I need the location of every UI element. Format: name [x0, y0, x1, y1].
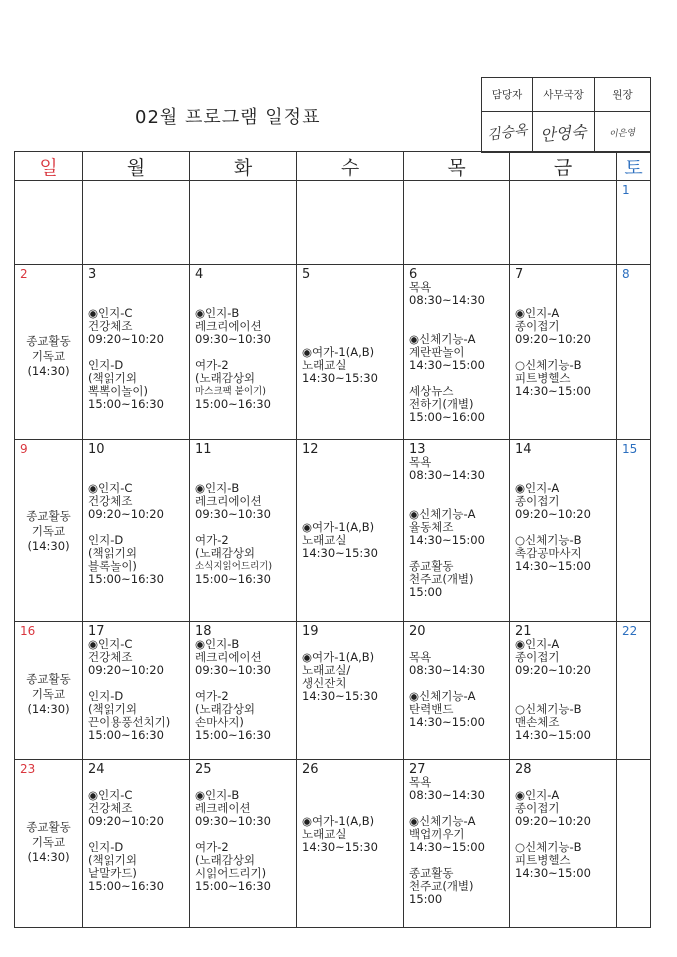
activity-line: ◉인지-B: [195, 306, 240, 320]
activity-line: 09:20~10:20: [515, 663, 591, 677]
activity-line: 15:00~16:00: [409, 410, 485, 424]
day-number: 21: [515, 624, 532, 639]
day-cell: [510, 181, 617, 265]
day-number: 24: [88, 762, 105, 777]
activity-line: 15:00~16:30: [88, 728, 164, 742]
day-cell: [510, 440, 617, 622]
weekday-header-mon: 월: [83, 152, 190, 181]
activity-line: 뽁뽁이놀이): [88, 384, 149, 398]
activity-line: [190, 281, 296, 294]
activity-line: 노래교실: [302, 358, 347, 372]
activity-line: 피트병헬스: [515, 371, 571, 385]
day-cell: [297, 440, 404, 622]
activity-line: (책읽기외: [88, 371, 137, 385]
day-activities: [510, 281, 616, 398]
day-activities: [297, 638, 403, 703]
day-number: 20: [409, 624, 426, 639]
day-activities: [83, 456, 189, 586]
activity-line: 09:30~10:30: [195, 507, 271, 521]
activity-line: [83, 281, 189, 294]
activity-line: 세상뉴스: [409, 384, 454, 398]
activity-line: [510, 677, 616, 690]
activity-line: ◉여가-1(A,B): [302, 814, 375, 828]
activity-line: ◉인지-B: [195, 637, 240, 651]
activity-line: [297, 789, 403, 802]
activity-line: 종이접기: [515, 494, 560, 508]
day-number: [510, 181, 616, 184]
day-cell: [617, 440, 651, 622]
activity-line: 14:30~15:00: [515, 728, 591, 742]
page-title: 02월 프로그램 일정표: [135, 107, 321, 128]
activity-line: [297, 776, 403, 789]
day-cell: [83, 622, 190, 760]
signature-director: 이은영: [595, 112, 651, 153]
activity-line: [297, 495, 403, 508]
activity-line: 08:30~14:30: [409, 468, 485, 482]
activity-line: [83, 456, 189, 469]
activity-line: 건강체조: [88, 650, 133, 664]
activity-line: 15:00: [409, 585, 443, 599]
activity-line: 15:00~16:30: [195, 728, 271, 742]
day-cell: [190, 181, 297, 265]
day-cell: [404, 622, 510, 760]
activity-line: 14:30~15:30: [302, 689, 378, 703]
activity-line: 천주교(개별): [409, 572, 474, 586]
activity-line: (책읽기외: [88, 853, 137, 867]
day-number: [15, 181, 82, 184]
day-number: 19: [302, 624, 319, 639]
activity-line: [510, 281, 616, 294]
day-number: 11: [195, 442, 212, 457]
activity-line: 08:30~14:30: [409, 788, 485, 802]
sunday-activity: [15, 820, 82, 865]
activity-line: (14:30): [27, 702, 70, 716]
activity-line: 종이접기: [515, 801, 560, 815]
day-cell: [404, 265, 510, 440]
day-number: 5: [302, 267, 311, 282]
day-number: 8: [622, 267, 630, 281]
day-activities: [297, 776, 403, 854]
sunday-activity: [15, 509, 82, 554]
activity-line: (14:30): [27, 850, 70, 864]
day-activities: [404, 638, 509, 729]
activity-line: ◉인지-A: [515, 481, 560, 495]
activity-line: 건강체조: [88, 319, 133, 333]
day-number: 12: [302, 442, 319, 457]
day-cell: [297, 622, 404, 760]
activity-line: 노래교실: [302, 533, 347, 547]
activity-line: 소식지읽어드리기): [195, 561, 273, 572]
calendar-table: [14, 151, 651, 928]
day-number: 14: [515, 442, 532, 457]
day-activities: [510, 776, 616, 880]
activity-line: (노래감상외: [195, 546, 256, 560]
day-cell: [404, 181, 510, 265]
day-number: 18: [195, 624, 212, 639]
day-number: 13: [409, 442, 426, 457]
day-activities: [190, 776, 296, 893]
activity-line: ○신체기능-B: [515, 840, 582, 854]
day-cell: [617, 181, 651, 265]
weekday-header-wed: 수: [297, 152, 404, 181]
activity-line: 14:30~15:00: [515, 866, 591, 880]
activity-line: 기독교: [31, 349, 66, 363]
day-number: 9: [20, 442, 28, 456]
activity-line: 종교활동: [26, 334, 71, 348]
activity-line: ◉여가-1(A,B): [302, 520, 375, 534]
approval-header-director: 원장: [595, 78, 651, 112]
activity-line: 노래교실: [302, 827, 347, 841]
activity-line: 촉감공마사지: [515, 546, 582, 560]
approval-header-secretary: 사무국장: [533, 78, 595, 112]
day-number: 22: [622, 624, 638, 638]
activity-line: 천주교(개별): [409, 879, 474, 893]
activity-line: 계란판놀이: [409, 345, 465, 359]
activity-line: ◉인지-A: [515, 788, 560, 802]
activity-line: 레크레이션: [195, 801, 251, 815]
weekday-header-sat: 토: [617, 152, 651, 181]
activity-line: 14:30~15:30: [302, 840, 378, 854]
activity-line: 탄력밴드: [409, 702, 454, 716]
activity-line: 15:00~16:30: [88, 397, 164, 411]
activity-line: 목욕: [409, 650, 432, 664]
activity-line: 여가-2: [195, 358, 229, 372]
day-activities: [404, 281, 509, 424]
activity-line: [297, 320, 403, 333]
activity-line: (노래감상외: [195, 371, 256, 385]
day-cell: [83, 760, 190, 928]
activity-line: [190, 456, 296, 469]
activity-line: 09:20~10:20: [88, 814, 164, 828]
activity-line: ◉인지-A: [515, 306, 560, 320]
activity-line: (책읽기외: [88, 702, 137, 716]
day-cell: [404, 440, 510, 622]
activity-line: [297, 456, 403, 469]
activity-line: 14:30~15:30: [302, 371, 378, 385]
day-cell: [15, 760, 83, 928]
day-cell: [83, 181, 190, 265]
activity-line: (14:30): [27, 364, 70, 378]
day-cell: [404, 760, 510, 928]
day-number: 17: [88, 624, 105, 639]
activity-line: [510, 456, 616, 469]
day-activities: [297, 456, 403, 560]
activity-line: 08:30~14:30: [409, 663, 485, 677]
activity-line: ◉인지-B: [195, 788, 240, 802]
activity-line: 09:30~10:30: [195, 814, 271, 828]
day-number: 25: [195, 762, 212, 777]
activity-line: ○신체기능-B: [515, 358, 582, 372]
activity-line: 14:30~15:00: [409, 715, 485, 729]
activity-line: 기독교: [31, 524, 66, 538]
activity-line: 목욕: [409, 775, 432, 789]
activity-line: (노래감상외: [195, 702, 256, 716]
activity-line: [297, 482, 403, 495]
day-number: [297, 181, 403, 184]
day-cell: [83, 440, 190, 622]
activity-line: 종교활동: [409, 559, 454, 573]
activity-line: 목욕: [409, 455, 432, 469]
day-number: 27: [409, 762, 426, 777]
calendar-week-row: [15, 760, 651, 928]
activity-line: 종교활동: [409, 866, 454, 880]
activity-line: ◉여가-1(A,B): [302, 650, 375, 664]
activity-line: 14:30~15:00: [515, 559, 591, 573]
day-activities: [404, 456, 509, 599]
activity-line: [297, 307, 403, 320]
activity-line: 여가-2: [195, 840, 229, 854]
day-number: [617, 760, 650, 763]
day-activities: [297, 281, 403, 385]
day-activities: [404, 776, 509, 906]
activity-line: ◉여가-1(A,B): [302, 345, 375, 359]
activity-line: ◉신체기능-A: [409, 689, 476, 703]
day-cell: [15, 622, 83, 760]
activity-line: 맨손체조: [515, 715, 560, 729]
activity-line: 종이접기: [515, 319, 560, 333]
day-cell: [510, 760, 617, 928]
activity-line: 레크리에이션: [195, 650, 262, 664]
day-cell: [190, 440, 297, 622]
activity-line: 레크리에이션: [195, 319, 262, 333]
day-cell: [190, 622, 297, 760]
activity-line: 인지-D: [88, 533, 124, 547]
activity-line: 15:00~16:30: [195, 397, 271, 411]
activity-line: 율동체조: [409, 520, 454, 534]
activity-line: (14:30): [27, 539, 70, 553]
activity-line: 14:30~15:00: [409, 533, 485, 547]
activity-line: 끈이용풍선치기): [88, 715, 171, 729]
activity-line: 생신잔치: [302, 676, 347, 690]
activity-line: [404, 307, 509, 320]
day-number: 1: [622, 183, 630, 197]
sunday-activity: [15, 334, 82, 379]
activity-line: (노래감상외: [195, 853, 256, 867]
activity-line: 인지-D: [88, 840, 124, 854]
day-cell: [190, 760, 297, 928]
activity-line: 09:20~10:20: [88, 507, 164, 521]
activity-line: 종교활동: [26, 672, 71, 686]
day-cell: [617, 622, 651, 760]
activity-line: ◉인지-B: [195, 481, 240, 495]
day-number: 10: [88, 442, 105, 457]
day-cell: [297, 265, 404, 440]
day-cell: [297, 760, 404, 928]
activity-line: ◉인지-C: [88, 481, 133, 495]
day-number: 28: [515, 762, 532, 777]
day-number: 16: [20, 624, 36, 638]
day-number: 7: [515, 267, 524, 282]
activity-line: 14:30~15:00: [515, 384, 591, 398]
activity-line: 건강체조: [88, 801, 133, 815]
day-number: [190, 181, 296, 184]
activity-line: 09:20~10:20: [88, 663, 164, 677]
calendar-week-row: [15, 265, 651, 440]
activity-line: 건강체조: [88, 494, 133, 508]
activity-line: 마스크팩 붙이기): [195, 386, 266, 397]
activity-line: ◉인지-C: [88, 637, 133, 651]
activity-line: 종교활동: [26, 509, 71, 523]
activity-line: 15:00~16:30: [195, 572, 271, 586]
activity-line: [297, 281, 403, 294]
activity-line: 여가-2: [195, 689, 229, 703]
activity-line: 전하기(개별): [409, 397, 474, 411]
activity-line: 블록놀이): [88, 559, 137, 573]
calendar-body: [15, 181, 651, 928]
activity-line: (책읽기외: [88, 546, 137, 560]
signature-manager: 김승옥: [482, 112, 533, 153]
day-activities: [510, 638, 616, 742]
approval-header-manager: 담당자: [482, 78, 533, 112]
day-cell: [15, 440, 83, 622]
activity-line: 백업끼우기: [409, 827, 465, 841]
day-cell: [15, 181, 83, 265]
activity-line: 종이접기: [515, 650, 560, 664]
activity-line: 15:00: [409, 892, 443, 906]
activity-line: ◉인지-C: [88, 306, 133, 320]
day-cell: [510, 622, 617, 760]
day-number: [83, 181, 189, 184]
day-number: 2: [20, 267, 28, 281]
activity-line: 09:20~10:20: [515, 332, 591, 346]
activity-line: 기독교: [31, 687, 66, 701]
activity-line: 기독교: [31, 835, 66, 849]
day-number: 26: [302, 762, 319, 777]
day-number: [404, 181, 509, 184]
day-activities: [83, 281, 189, 411]
day-number: 23: [20, 762, 36, 776]
activity-line: ◉신체기능-A: [409, 507, 476, 521]
weekday-header-sun: 일: [15, 152, 83, 181]
activity-line: ◉신체기능-A: [409, 814, 476, 828]
activity-line: [297, 294, 403, 307]
activity-line: 손마사지): [195, 715, 244, 729]
day-cell: [510, 265, 617, 440]
day-activities: [190, 281, 296, 411]
day-cell: [15, 265, 83, 440]
activity-line: 14:30~15:00: [409, 840, 485, 854]
activity-line: 낱말카드): [88, 866, 137, 880]
activity-line: 여가-2: [195, 533, 229, 547]
signature-secretary: 안영숙: [533, 112, 595, 153]
activity-line: 09:30~10:30: [195, 663, 271, 677]
day-number: 6: [409, 267, 418, 282]
activity-line: 노래교실/: [302, 663, 351, 677]
activity-line: [297, 469, 403, 482]
weekday-header-thu: 목: [404, 152, 510, 181]
activity-line: ○신체기능-B: [515, 702, 582, 716]
day-number: 15: [622, 442, 638, 456]
day-cell: [617, 760, 651, 928]
weekday-header-tue: 화: [190, 152, 297, 181]
activity-line: 15:00~16:30: [195, 879, 271, 893]
day-cell: [297, 181, 404, 265]
activity-line: 15:00~16:30: [88, 879, 164, 893]
activity-line: 09:20~10:20: [88, 332, 164, 346]
activity-line: ◉인지-C: [88, 788, 133, 802]
activity-line: 09:20~10:20: [515, 507, 591, 521]
sunday-activity: [15, 672, 82, 717]
approval-box: [481, 77, 651, 153]
day-cell: [83, 265, 190, 440]
calendar-week-row: [15, 440, 651, 622]
day-activities: [510, 456, 616, 573]
activity-line: 14:30~15:00: [409, 358, 485, 372]
activity-line: 09:30~10:30: [195, 332, 271, 346]
activity-line: 목욕: [409, 280, 432, 294]
calendar-week-row: [15, 181, 651, 265]
day-activities: [83, 638, 189, 742]
day-activities: [83, 776, 189, 893]
activity-line: 15:00~16:30: [88, 572, 164, 586]
calendar-week-row: [15, 622, 651, 760]
day-cell: [190, 265, 297, 440]
day-activities: [190, 638, 296, 742]
activity-line: 인지-D: [88, 689, 124, 703]
activity-line: 09:20~10:20: [515, 814, 591, 828]
activity-line: 시읽어드리기): [195, 866, 267, 880]
activity-line: 레크리에이션: [195, 494, 262, 508]
activity-line: 14:30~15:30: [302, 546, 378, 560]
activity-line: ◉신체기능-A: [409, 332, 476, 346]
activity-line: 종교활동: [26, 820, 71, 834]
day-number: 4: [195, 267, 204, 282]
weekday-header-fri: 금: [510, 152, 617, 181]
activity-line: 인지-D: [88, 358, 124, 372]
activity-line: 08:30~14:30: [409, 293, 485, 307]
activity-line: 피트병헬스: [515, 853, 571, 867]
day-cell: [617, 265, 651, 440]
day-activities: [190, 456, 296, 586]
day-number: 3: [88, 267, 97, 282]
activity-line: ○신체기능-B: [515, 533, 582, 547]
activity-line: [404, 482, 509, 495]
activity-line: ◉인지-A: [515, 637, 560, 651]
